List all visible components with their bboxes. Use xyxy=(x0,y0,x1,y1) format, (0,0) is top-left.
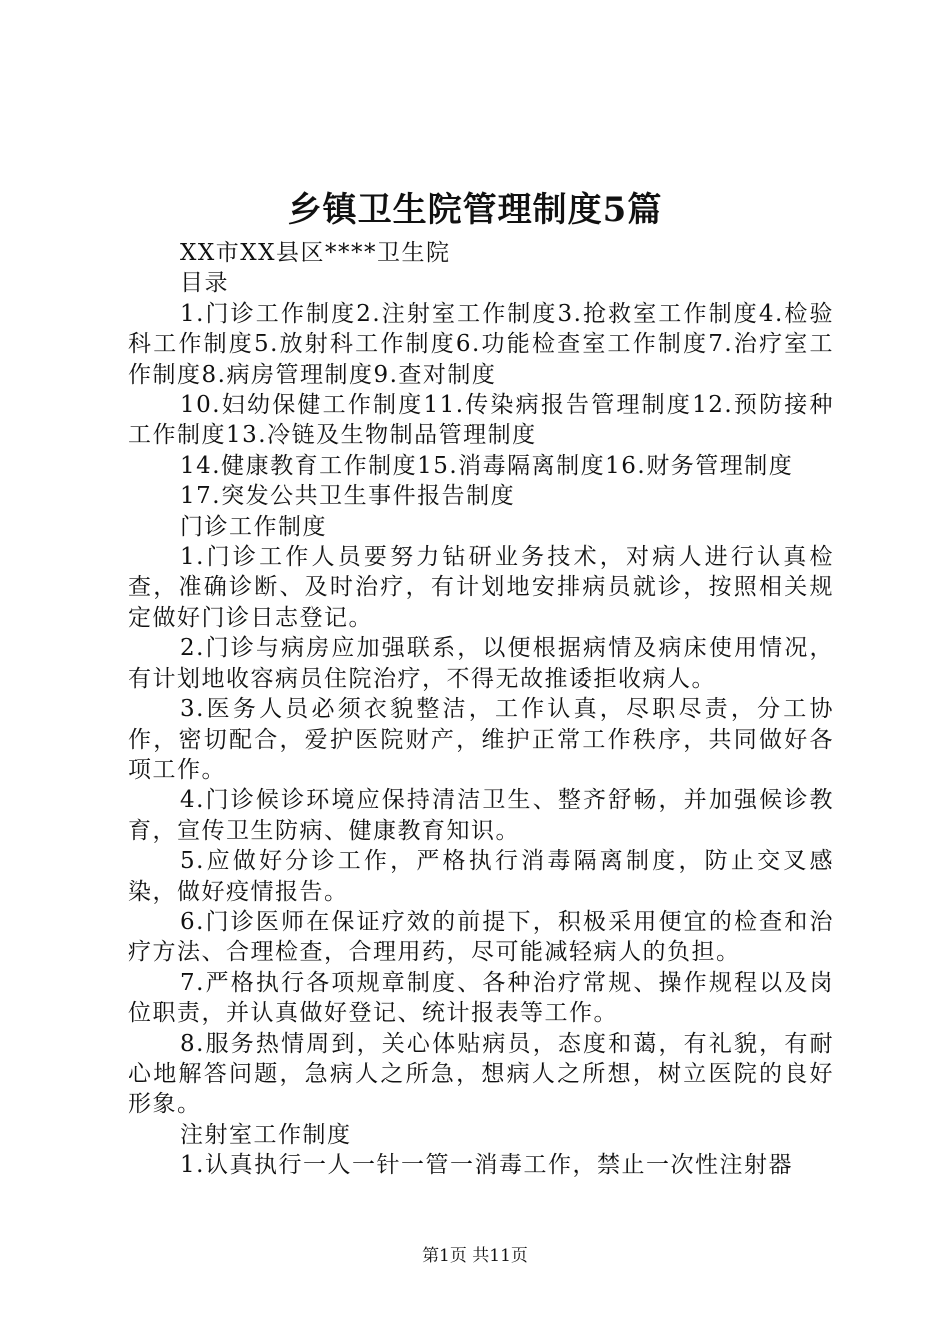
paragraph-outpatient-2: 2.门诊与病房应加强联系，以便根据病情及病床使用情况，有计划地收容病员住院治疗，不得无故推诿拒收病人。 xyxy=(128,635,834,692)
document-title: 乡镇卫生院管理制度5篇 xyxy=(287,190,663,230)
paragraph-outpatient-6: 6.门诊医师在保证疗效的前提下，积极采用便宜的检查和治疗方法、合理检查，合理用药，尽可能减轻病人的负担。 xyxy=(128,908,834,966)
paragraph-outpatient-5: 5.应做好分诊工作，严格执行消毒隔离制度，防止交叉感染，做好疫情报告。 xyxy=(128,848,834,905)
paragraph-hospital-name: XX市XX县区****卫生院 xyxy=(180,240,451,266)
section-heading-injection: 注射室工作制度 xyxy=(180,1121,352,1148)
paragraph-outpatient-1: 1.门诊工作人员要努力钻研业务技术，对病人进行认真检查，准确诊断、及时治疗，有计划地安排病员就诊，按照相关规定做好门诊日志登记。 xyxy=(128,544,834,631)
paragraph-injection-1: 1.认真执行一人一针一管一消毒工作，禁止一次性注射器 xyxy=(180,1152,793,1179)
page-footer: 第1页 共11页 xyxy=(422,1246,528,1266)
paragraph-outpatient-3: 3.医务人员必须衣貌整洁，工作认真，尽职尽责，分工协作，密切配合，爱护医院财产，维护正常工作秩序，共同做好各项工作。 xyxy=(128,696,834,783)
document-body xyxy=(128,238,834,1181)
paragraph-outpatient-8: 8.服务热情周到，关心体贴病员，态度和蔼，有礼貌，有耐心地解答问题，急病人之所急，想病人之所想，树立医院的良好形象。 xyxy=(128,1030,834,1118)
paragraph-outpatient-4: 4.门诊候诊环境应保持清洁卫生、整齐舒畅，并加强候诊教育，宣传卫生防病、健康教育知识。 xyxy=(128,787,834,844)
paragraph-outpatient-7: 7.严格执行各项规章制度、各种治疗常规、操作规程以及岗位职责，并认真做好登记、统计报表等工作。 xyxy=(128,969,834,1027)
paragraph-toc-4: 17.突发公共卫生事件报告制度 xyxy=(180,483,516,510)
paragraph-toc-heading: 目录 xyxy=(180,270,229,297)
paragraph-toc-3: 14.健康教育工作制度15.消毒隔离制度16.财务管理制度 xyxy=(180,452,794,479)
section-heading-outpatient: 门诊工作制度 xyxy=(180,513,327,540)
paragraph-toc-1: 1.门诊工作制度2.注射室工作制度3.抢救室工作制度4.检验科工作制度5.放射科工作制度6.功能检查室工作制度7.治疗室工作制度8.病房管理制度9.查对制度 xyxy=(128,300,834,388)
paragraph-toc-2: 10.妇幼保健工作制度11.传染病报告管理制度12.预防接种工作制度13.冷链及生物制品管理制度 xyxy=(128,392,834,449)
